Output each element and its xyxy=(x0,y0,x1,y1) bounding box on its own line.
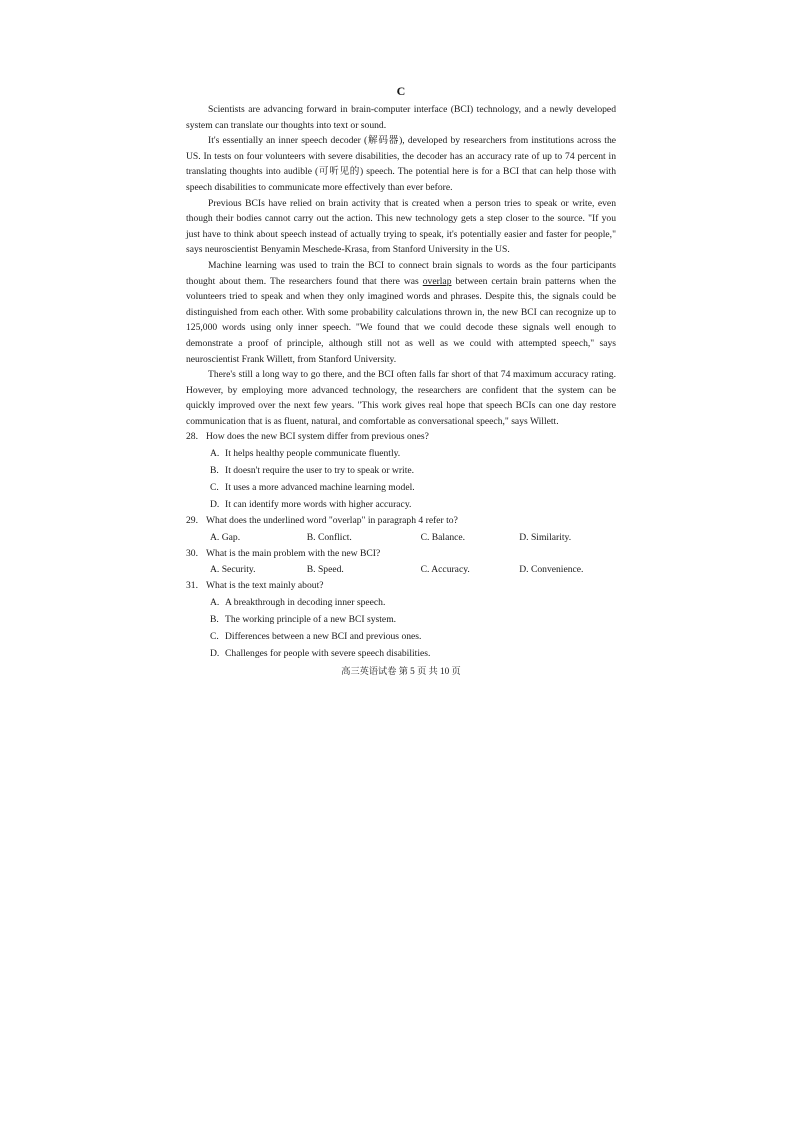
option-c[interactable]: C. Differences between a new BCI and previous ones. xyxy=(210,630,422,642)
option-c[interactable]: C. Balance. xyxy=(420,531,466,543)
question-stem: What is the text mainly about? xyxy=(206,580,324,592)
question-28 xyxy=(186,429,616,513)
question-stem: What is the main problem with the new BCI? xyxy=(206,547,381,559)
option-d[interactable]: D. Challenges for people with severe speech disabilities. xyxy=(210,647,431,659)
question-stem: What does the underlined word "overlap" in paragraph 4 refer to? xyxy=(206,515,458,527)
option-a[interactable]: A. It helps healthy people communicate fluently. xyxy=(210,448,401,460)
option-c[interactable]: C. It uses a more advanced machine learning model. xyxy=(210,482,415,494)
question-31 xyxy=(186,578,616,662)
passage-paragraph-4 xyxy=(186,258,616,367)
passage-paragraph-3: Previous BCIs have relied on brain activity that is created when a person tries to speak or write, even though their bodies cannot carry out the action. This new technology gets a step closer to the source. "If you just have to think about speech instead of actually trying to speak, it's potentially easier and faster for people," says neuroscientist Benyamin Meschede-Krasa, from Stanford University in the US. xyxy=(186,197,616,256)
underlined-word-overlap: overlap xyxy=(422,275,452,287)
option-b[interactable]: B. The working principle of a new BCI system. xyxy=(210,613,397,625)
option-a[interactable]: A. Gap. xyxy=(210,531,241,543)
question-number: 29. xyxy=(186,515,198,527)
option-b[interactable]: B. Speed. xyxy=(306,564,344,576)
question-stem: How does the new BCI system differ from previous ones? xyxy=(206,431,429,443)
passage-paragraph-1: Scientists are advancing forward in brain-computer interface (BCI) technology, and a newly developed system can translate our thoughts into text or sound. xyxy=(186,104,616,131)
option-d[interactable]: D. Similarity. xyxy=(519,531,572,543)
passage-paragraph-5: There's still a long way to go there, and the BCI often falls far short of that 74 maximum accuracy rating. However, by employing more advanced technology, the researchers are confident that the system can be quickly improved over the next few years. "This work gives real hope that speech BCIs can one day restore communication that is as fluent, natural, and comfortable as conversational speech," says Willett. xyxy=(186,369,616,427)
question-number: 31. xyxy=(186,580,198,592)
exam-sheet xyxy=(186,82,616,678)
question-29 xyxy=(186,513,616,546)
option-a[interactable]: A. A breakthrough in decoding inner speech. xyxy=(210,596,386,608)
option-b[interactable]: B. It doesn't require the user to try to speak or write. xyxy=(210,465,415,477)
question-number: 30. xyxy=(186,547,198,559)
option-c[interactable]: C. Accuracy. xyxy=(420,564,470,576)
section-heading: C xyxy=(396,84,406,98)
passage-paragraph-2: It's essentially an inner speech decoder (解码器), developed by researchers from institutions across the US. In tests on four volunteers with severe disabilities, the decoder has an accuracy rate of up to 74 percent in translating thoughts into audible (可听见的) speech. The potential here is for a BCI that can help those with speech disabilities to communicate more effectively than ever before. xyxy=(186,135,616,193)
option-d[interactable]: D. Convenience. xyxy=(519,564,584,576)
question-30 xyxy=(186,546,616,579)
page-footer: 高三英语试卷 第 5 页 共 10 页 xyxy=(341,665,461,676)
option-b[interactable]: B. Conflict. xyxy=(306,531,352,543)
question-number: 28. xyxy=(186,431,198,443)
option-d[interactable]: D. It can identify more words with higher accuracy. xyxy=(210,499,412,511)
option-a[interactable]: A. Security. xyxy=(210,564,256,576)
paragraph-4-text-end: between certain brain patterns when the volunteers tried to speak and when they only imagined words and phrases. Despite this, the signals could be distinguished from each other. With some probability calculations thrown in, the new BCI can recognize up to 125,000 words using only inner speech. "We found that we could decode these signals well enough to demonstrate a proof of principle, although still not as well as we could with attempted speech," says neuroscientist Frank Willett, from Stanford University. xyxy=(186,275,616,365)
paragraph-4-text-start: Machine learning was used to train the BCI to connect brain signals to words as the four participants thought about them. The researchers found that there was xyxy=(186,259,616,287)
question-list xyxy=(186,429,616,661)
